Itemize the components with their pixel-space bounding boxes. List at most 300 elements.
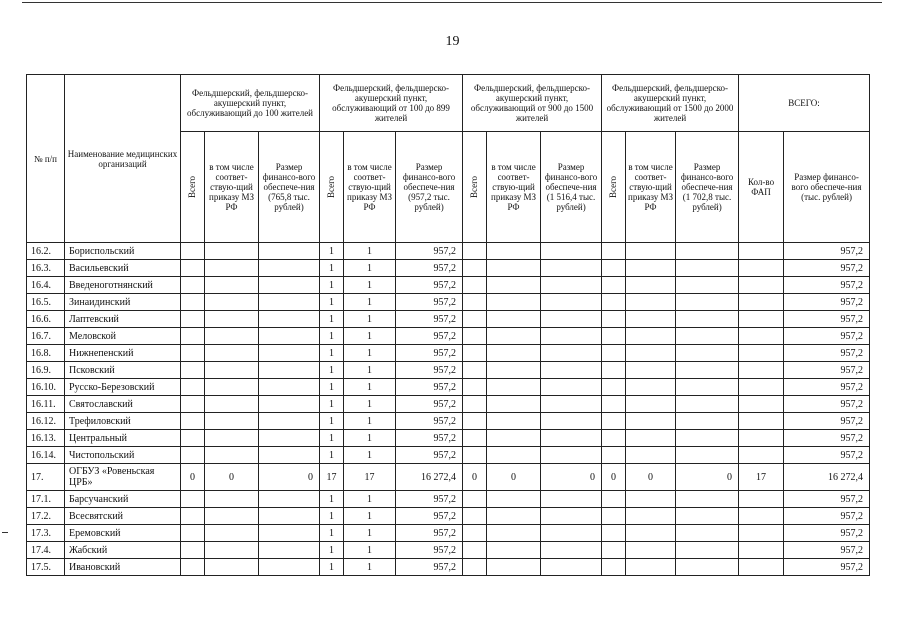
row-cell: 0 — [463, 464, 487, 491]
row-org-name: Русско-Березовский — [65, 379, 181, 396]
row-cell — [259, 243, 320, 260]
row-cell: 957,2 — [396, 396, 463, 413]
row-cell: 957,2 — [396, 379, 463, 396]
row-cell: 1 — [320, 294, 344, 311]
row-cell — [602, 430, 626, 447]
row-cell — [626, 243, 676, 260]
row-cell — [205, 277, 259, 294]
row-cell: 957,2 — [396, 430, 463, 447]
row-cell — [487, 559, 541, 576]
header-total-g3: Всего — [463, 132, 487, 243]
row-cell — [259, 277, 320, 294]
row-number: 16.9. — [27, 362, 65, 379]
row-number: 16.2. — [27, 243, 65, 260]
row-org-name: Введеноготнянский — [65, 277, 181, 294]
header-group-100-899: Фельдшерский, фельдшерско-акушерский пункт, обслуживающий от 100 до 899 жителей — [320, 75, 463, 132]
row-cell — [181, 311, 205, 328]
row-cell — [487, 328, 541, 345]
row-cell: 957,2 — [396, 294, 463, 311]
row-cell — [487, 542, 541, 559]
financing-table — [26, 74, 870, 576]
row-cell — [676, 559, 739, 576]
page-number: 19 — [445, 34, 460, 49]
row-cell — [463, 559, 487, 576]
row-cell — [463, 294, 487, 311]
row-org-name: Зинаидинский — [65, 294, 181, 311]
row-cell — [205, 379, 259, 396]
row-cell: 957,2 — [784, 311, 870, 328]
header-compliant-g1: в том числе соответ-ствую-щий приказу МЗ РФ — [205, 132, 259, 243]
row-cell — [676, 328, 739, 345]
row-cell — [676, 396, 739, 413]
row-org-name: Бориспольский — [65, 243, 181, 260]
row-number: 16.13. — [27, 430, 65, 447]
row-cell — [487, 447, 541, 464]
row-cell: 1 — [344, 328, 396, 345]
row-cell — [487, 379, 541, 396]
row-cell — [602, 362, 626, 379]
row-cell — [259, 413, 320, 430]
row-cell: 1 — [344, 294, 396, 311]
row-cell — [487, 294, 541, 311]
row-cell — [602, 328, 626, 345]
row-cell — [602, 447, 626, 464]
row-cell — [205, 491, 259, 508]
row-cell — [626, 396, 676, 413]
row-cell — [259, 542, 320, 559]
row-cell — [676, 294, 739, 311]
row-cell — [259, 328, 320, 345]
row-cell — [259, 559, 320, 576]
row-cell: 957,2 — [784, 430, 870, 447]
row-cell — [463, 542, 487, 559]
row-cell: 957,2 — [784, 396, 870, 413]
row-cell — [205, 430, 259, 447]
row-cell: 957,2 — [396, 508, 463, 525]
row-cell — [541, 311, 602, 328]
header-num: № п/п — [27, 75, 65, 243]
row-cell: 1 — [320, 243, 344, 260]
row-cell — [739, 294, 784, 311]
row-cell — [541, 396, 602, 413]
row-cell: 957,2 — [396, 525, 463, 542]
row-cell — [541, 243, 602, 260]
row-cell: 957,2 — [396, 542, 463, 559]
row-cell: 957,2 — [784, 447, 870, 464]
row-number: 16.11. — [27, 396, 65, 413]
row-number: 16.3. — [27, 260, 65, 277]
row-cell — [739, 396, 784, 413]
row-cell — [181, 328, 205, 345]
row-cell — [676, 525, 739, 542]
row-cell: 957,2 — [396, 277, 463, 294]
row-cell: 1 — [320, 345, 344, 362]
row-cell — [205, 294, 259, 311]
header-group-total: ВСЕГО: — [739, 75, 870, 132]
row-cell — [626, 379, 676, 396]
row-cell: 0 — [487, 464, 541, 491]
row-cell — [602, 277, 626, 294]
header-compliant-g2: в том числе соответ-ствую-щий приказу МЗ РФ — [344, 132, 396, 243]
row-number: 16.7. — [27, 328, 65, 345]
row-cell — [626, 559, 676, 576]
row-cell — [463, 311, 487, 328]
row-cell: 1 — [344, 277, 396, 294]
row-cell: 957,2 — [784, 542, 870, 559]
row-cell: 1 — [320, 362, 344, 379]
row-org-name: ОГБУЗ «Ровеньская ЦРБ» — [65, 464, 181, 491]
row-cell — [205, 345, 259, 362]
row-cell — [259, 447, 320, 464]
row-cell — [541, 447, 602, 464]
table-row — [27, 430, 870, 447]
row-cell — [739, 311, 784, 328]
row-cell — [602, 243, 626, 260]
row-cell — [259, 525, 320, 542]
header-fin-total: Размер финансо-вого обеспече-ния (тыс. рублей) — [784, 132, 870, 243]
row-number: 17.4. — [27, 542, 65, 559]
row-cell: 957,2 — [784, 362, 870, 379]
row-number: 17.1. — [27, 491, 65, 508]
row-cell: 1 — [344, 396, 396, 413]
table-row — [27, 559, 870, 576]
row-cell — [541, 379, 602, 396]
row-cell: 16 272,4 — [396, 464, 463, 491]
row-cell: 957,2 — [396, 559, 463, 576]
row-cell — [676, 491, 739, 508]
row-cell — [205, 243, 259, 260]
row-cell — [602, 260, 626, 277]
table-row — [27, 379, 870, 396]
row-cell — [626, 311, 676, 328]
row-cell: 0 — [602, 464, 626, 491]
row-cell: 1 — [344, 508, 396, 525]
row-org-name: Лаптевский — [65, 311, 181, 328]
row-cell — [676, 542, 739, 559]
row-cell — [205, 559, 259, 576]
row-cell: 16 272,4 — [784, 464, 870, 491]
row-cell — [487, 413, 541, 430]
row-cell: 957,2 — [784, 345, 870, 362]
row-cell — [541, 294, 602, 311]
header-compliant-g3: в том числе соответ-ствую-щий приказу МЗ РФ — [487, 132, 541, 243]
row-cell: 0 — [676, 464, 739, 491]
row-cell — [602, 396, 626, 413]
row-cell: 957,2 — [396, 243, 463, 260]
row-cell — [739, 542, 784, 559]
row-number: 16.12. — [27, 413, 65, 430]
table-row — [27, 345, 870, 362]
row-cell: 957,2 — [784, 328, 870, 345]
row-cell — [205, 525, 259, 542]
row-cell — [739, 260, 784, 277]
row-cell — [739, 379, 784, 396]
row-cell — [541, 362, 602, 379]
row-number: 16.4. — [27, 277, 65, 294]
row-cell — [463, 508, 487, 525]
row-number: 16.14. — [27, 447, 65, 464]
table-row — [27, 508, 870, 525]
row-cell — [602, 491, 626, 508]
row-cell — [205, 260, 259, 277]
row-cell: 1 — [320, 491, 344, 508]
row-cell — [602, 508, 626, 525]
row-org-name: Трефиловский — [65, 413, 181, 430]
row-cell — [259, 294, 320, 311]
row-cell — [463, 447, 487, 464]
row-cell — [626, 362, 676, 379]
row-cell: 17 — [320, 464, 344, 491]
row-cell — [739, 508, 784, 525]
header-fin-g3: Размер финансо-вого обеспече-ния (1 516,4 тыс. рублей) — [541, 132, 602, 243]
row-cell — [205, 508, 259, 525]
row-cell: 1 — [344, 525, 396, 542]
header-total-g1: Всего — [181, 132, 205, 243]
header-fin-g4: Размер финансо-вого обеспече-ния (1 702,8 тыс. рублей) — [676, 132, 739, 243]
row-number: 16.10. — [27, 379, 65, 396]
row-cell — [487, 396, 541, 413]
row-cell: 957,2 — [784, 260, 870, 277]
row-cell — [676, 508, 739, 525]
row-cell — [541, 491, 602, 508]
row-cell — [602, 525, 626, 542]
row-cell — [181, 525, 205, 542]
row-cell: 957,2 — [396, 345, 463, 362]
row-cell: 957,2 — [396, 328, 463, 345]
row-cell — [487, 345, 541, 362]
row-cell — [463, 277, 487, 294]
row-cell — [739, 559, 784, 576]
scan-edge-top — [22, 2, 882, 3]
row-cell — [181, 243, 205, 260]
row-cell — [463, 430, 487, 447]
row-cell — [181, 559, 205, 576]
header-fin-g1: Размер финансо-вого обеспече-ния (765,8 тыс. рублей) — [259, 132, 320, 243]
table-row — [27, 491, 870, 508]
table-row — [27, 243, 870, 260]
row-cell — [602, 542, 626, 559]
row-org-name: Центральный — [65, 430, 181, 447]
row-number: 16.6. — [27, 311, 65, 328]
row-cell — [259, 311, 320, 328]
header-group-900-1500: Фельдшерский, фельдшерско-акушерский пункт, обслуживающий от 900 до 1500 жителей — [463, 75, 602, 132]
row-cell — [541, 542, 602, 559]
header-total-g2: Всего — [320, 132, 344, 243]
row-cell: 1 — [344, 430, 396, 447]
row-cell: 1 — [344, 559, 396, 576]
row-org-name: Нижнепенский — [65, 345, 181, 362]
row-cell: 957,2 — [396, 311, 463, 328]
row-cell — [463, 345, 487, 362]
row-cell — [463, 379, 487, 396]
row-cell — [739, 362, 784, 379]
row-cell: 957,2 — [784, 413, 870, 430]
row-cell — [739, 243, 784, 260]
row-cell: 1 — [344, 362, 396, 379]
row-cell — [181, 379, 205, 396]
row-cell — [487, 260, 541, 277]
row-cell — [676, 243, 739, 260]
row-cell — [739, 277, 784, 294]
row-org-name: Васильевский — [65, 260, 181, 277]
row-cell — [676, 379, 739, 396]
scan-mark — [2, 532, 8, 533]
row-cell — [487, 362, 541, 379]
row-cell — [739, 413, 784, 430]
row-cell — [676, 413, 739, 430]
row-cell: 1 — [344, 491, 396, 508]
table-row — [27, 260, 870, 277]
row-cell — [602, 345, 626, 362]
row-cell — [487, 430, 541, 447]
header-group-1500-2000: Фельдшерский, фельдшерско-акушерский пункт, обслуживающий от 1500 до 2000 жителей — [602, 75, 739, 132]
row-cell — [541, 345, 602, 362]
row-number: 17.2. — [27, 508, 65, 525]
row-cell — [259, 430, 320, 447]
row-cell — [181, 430, 205, 447]
row-cell: 1 — [320, 525, 344, 542]
table-row — [27, 277, 870, 294]
row-cell — [463, 413, 487, 430]
row-cell — [181, 277, 205, 294]
row-cell — [602, 379, 626, 396]
row-cell: 1 — [344, 243, 396, 260]
row-cell: 1 — [320, 447, 344, 464]
row-cell: 0 — [181, 464, 205, 491]
row-cell — [541, 260, 602, 277]
row-cell — [739, 328, 784, 345]
row-cell — [181, 362, 205, 379]
row-org-name: Святославский — [65, 396, 181, 413]
row-cell — [181, 542, 205, 559]
row-cell — [739, 345, 784, 362]
row-cell: 0 — [259, 464, 320, 491]
row-org-name: Всесвятский — [65, 508, 181, 525]
row-cell: 1 — [344, 260, 396, 277]
row-cell — [181, 447, 205, 464]
row-cell: 957,2 — [784, 508, 870, 525]
row-cell: 957,2 — [784, 294, 870, 311]
row-cell: 1 — [320, 559, 344, 576]
row-cell — [259, 260, 320, 277]
row-cell: 1 — [320, 430, 344, 447]
row-cell: 1 — [320, 277, 344, 294]
row-cell: 957,2 — [784, 525, 870, 542]
row-cell — [181, 413, 205, 430]
row-cell: 1 — [344, 413, 396, 430]
row-cell — [259, 396, 320, 413]
row-cell — [626, 294, 676, 311]
row-cell: 17 — [344, 464, 396, 491]
row-cell — [205, 311, 259, 328]
row-cell: 1 — [320, 413, 344, 430]
row-cell: 1 — [344, 542, 396, 559]
row-cell — [259, 345, 320, 362]
table-row — [27, 525, 870, 542]
row-cell — [602, 559, 626, 576]
row-org-name: Чистопольский — [65, 447, 181, 464]
row-cell — [181, 508, 205, 525]
row-cell: 957,2 — [784, 491, 870, 508]
row-cell — [205, 413, 259, 430]
row-cell — [541, 508, 602, 525]
row-cell — [463, 525, 487, 542]
table-row — [27, 413, 870, 430]
row-cell — [676, 260, 739, 277]
row-cell — [626, 413, 676, 430]
row-cell — [541, 430, 602, 447]
row-cell — [181, 345, 205, 362]
row-cell: 957,2 — [396, 362, 463, 379]
row-cell — [463, 260, 487, 277]
row-cell — [541, 328, 602, 345]
row-cell: 957,2 — [396, 491, 463, 508]
table-row — [27, 447, 870, 464]
row-cell — [626, 508, 676, 525]
row-cell: 1 — [320, 311, 344, 328]
row-org-name: Меловской — [65, 328, 181, 345]
row-cell — [602, 294, 626, 311]
row-cell: 1 — [320, 396, 344, 413]
row-cell — [487, 243, 541, 260]
row-org-name: Барсучанский — [65, 491, 181, 508]
row-cell — [205, 328, 259, 345]
row-cell: 1 — [320, 508, 344, 525]
row-cell: 0 — [205, 464, 259, 491]
row-cell — [676, 277, 739, 294]
row-cell — [676, 345, 739, 362]
row-cell — [259, 362, 320, 379]
row-cell — [602, 413, 626, 430]
row-cell — [487, 508, 541, 525]
row-cell — [181, 260, 205, 277]
row-cell — [626, 430, 676, 447]
row-cell: 0 — [541, 464, 602, 491]
header-count-fap: Кол-во ФАП — [739, 132, 784, 243]
row-cell: 957,2 — [396, 260, 463, 277]
row-cell — [626, 328, 676, 345]
row-cell: 1 — [344, 379, 396, 396]
table-row — [27, 362, 870, 379]
row-cell — [259, 491, 320, 508]
row-cell — [739, 491, 784, 508]
row-org-name: Жабский — [65, 542, 181, 559]
row-cell: 0 — [626, 464, 676, 491]
row-cell — [463, 396, 487, 413]
row-cell — [602, 311, 626, 328]
row-cell: 17 — [739, 464, 784, 491]
row-cell: 1 — [320, 542, 344, 559]
table-row — [27, 464, 870, 491]
row-cell — [259, 379, 320, 396]
table-row — [27, 311, 870, 328]
row-number: 17. — [27, 464, 65, 491]
row-cell — [205, 542, 259, 559]
row-cell — [626, 277, 676, 294]
header-fin-g2: Размер финансо-вого обеспече-ния (957,2 тыс. рублей) — [396, 132, 463, 243]
row-cell — [463, 362, 487, 379]
row-cell — [626, 345, 676, 362]
row-cell: 1 — [320, 260, 344, 277]
row-org-name: Ивановский — [65, 559, 181, 576]
row-cell — [487, 277, 541, 294]
row-cell — [205, 396, 259, 413]
row-cell — [739, 525, 784, 542]
row-cell: 957,2 — [784, 559, 870, 576]
row-cell: 957,2 — [396, 447, 463, 464]
row-cell: 1 — [320, 328, 344, 345]
row-cell — [205, 362, 259, 379]
